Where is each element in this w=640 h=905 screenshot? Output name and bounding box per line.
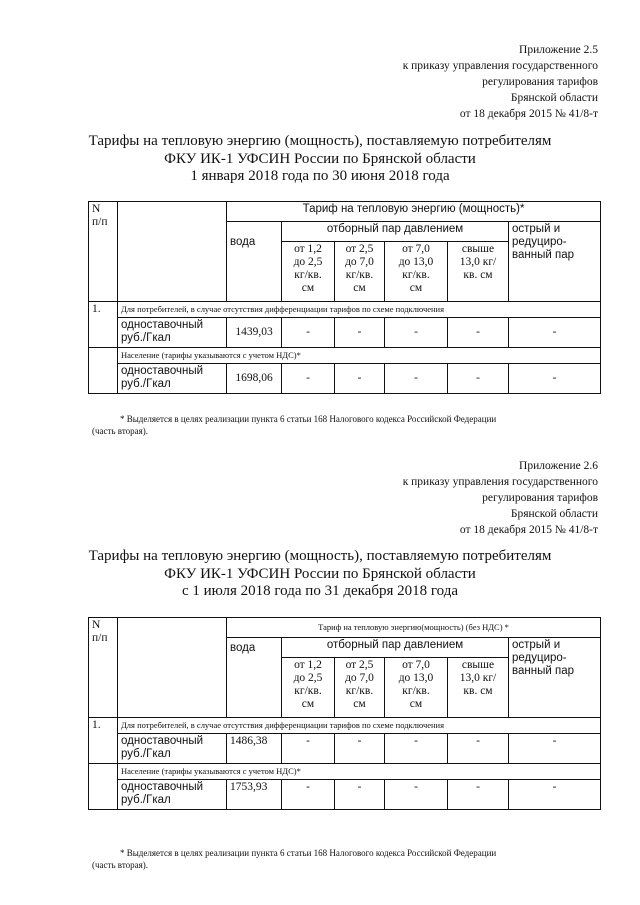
- footnote-text: (часть вторая).: [92, 426, 149, 436]
- col-header-steam-4: свыше 13,0 кг/ кв. см: [448, 658, 509, 718]
- tariff-dash: -: [335, 364, 385, 394]
- col-header-sharp-steam: острый и редуциро- ванный пар: [509, 638, 601, 718]
- section-label-population: Население (тарифы указываются с учетом НДС)*: [118, 348, 601, 364]
- appendix-regulation-line: регулирования тарифов: [482, 76, 598, 88]
- col-header-steam-2: от 2,5 до 7,0 кг/кв. см: [335, 658, 385, 718]
- col-header-number: N п/п: [89, 202, 118, 302]
- table-row: [89, 780, 601, 810]
- tariff-dash: -: [335, 318, 385, 348]
- title-line: Тарифы на тепловую энергию (мощность), поставляемую потребителям: [88, 548, 552, 564]
- col-header-water: вода: [227, 222, 282, 302]
- col-header-steam: отборный пар давлением: [282, 638, 509, 658]
- tariff-dash: -: [448, 364, 509, 394]
- row-number-blank: [89, 348, 118, 394]
- col-header-number: N п/п: [89, 618, 118, 718]
- tariff-table-2: [88, 617, 601, 810]
- section-label-population: Население (тарифы указываются с учетом НДС)*: [118, 764, 601, 780]
- table-row: [89, 364, 601, 394]
- tariff-dash: -: [385, 318, 448, 348]
- col-header-tariff: Тариф на тепловую энергию (мощность)*: [227, 202, 601, 222]
- appendix-regulation-line: регулирования тарифов: [482, 492, 598, 504]
- appendix-date-line: от 18 декабря 2015 № 41/8-т: [459, 108, 598, 120]
- rate-label: одноставочный руб./Гкал: [118, 780, 227, 810]
- col-header-steam-3: от 7,0 до 13,0 кг/кв. см: [385, 658, 448, 718]
- tariff-dash: -: [385, 780, 448, 810]
- col-header-steam-2: от 2,5 до 7,0 кг/кв. см: [335, 242, 385, 302]
- col-header-steam-4: свыше 13,0 кг/ кв. см: [448, 242, 509, 302]
- tariff-value: 1439,03: [227, 318, 282, 348]
- tariff-dash: -: [282, 364, 335, 394]
- appendix-block-1: [403, 42, 598, 122]
- tariff-dash: -: [335, 734, 385, 764]
- tariff-value: 1753,93: [227, 780, 282, 810]
- section-label-consumers: Для потребителей, в случае отсутствия дифференциации тарифов по схеме подключения: [118, 718, 601, 734]
- table-row: [89, 318, 601, 348]
- col-header-tariff: Тариф на тепловую энергию(мощность) (без НДС) *: [227, 618, 601, 638]
- appendix-date-line: от 18 декабря 2015 № 41/8-т: [459, 524, 598, 536]
- col-header-blank: [118, 618, 227, 718]
- footnote-text: * Выделяется в целях реализации пункта 6 статьи 168 Налогового кодекса Российской Федерации: [120, 414, 497, 424]
- rate-label: одноставочный руб./Гкал: [118, 364, 227, 394]
- col-header-blank: [118, 202, 227, 302]
- tariff-dash: -: [448, 734, 509, 764]
- tariff-dash: -: [282, 780, 335, 810]
- title-line: ФКУ ИК-1 УФСИН России по Брянской области: [164, 565, 476, 582]
- tariff-dash: -: [282, 318, 335, 348]
- appendix-block-2: [403, 458, 598, 538]
- appendix-number: Приложение 2.6: [519, 460, 598, 472]
- tariff-table-1: [88, 201, 601, 394]
- title-line: 1 января 2018 года по 30 июня 2018 года: [190, 168, 450, 184]
- col-header-steam: отборный пар давлением: [282, 222, 509, 242]
- col-header-steam-3: от 7,0 до 13,0 кг/кв. см: [385, 242, 448, 302]
- appendix-region-line: Брянской области: [510, 92, 598, 104]
- footnote-text: (часть вторая).: [92, 860, 149, 870]
- tariff-dash: -: [448, 780, 509, 810]
- tariff-dash: -: [509, 780, 601, 810]
- tariff-dash: -: [509, 318, 601, 348]
- appendix-order-line: к приказу управления государственного: [402, 476, 598, 488]
- row-number: 1.: [89, 718, 118, 764]
- footnote-text: * Выделяется в целях реализации пункта 6 статьи 168 Налогового кодекса Российской Федерации: [120, 848, 497, 858]
- footnote-1: [92, 413, 600, 437]
- title-line: Тарифы на тепловую энергию (мощность), поставляемую потребителям: [88, 133, 552, 149]
- row-number-blank: [89, 764, 118, 810]
- tariff-dash: -: [509, 734, 601, 764]
- appendix-region-line: Брянской области: [510, 508, 598, 520]
- footnote-2: [92, 847, 600, 871]
- rate-label: одноставочный руб./Гкал: [118, 318, 227, 348]
- rate-label: одноставочный руб./Гкал: [118, 734, 227, 764]
- tariff-dash: -: [282, 734, 335, 764]
- tariff-dash: -: [385, 364, 448, 394]
- table-row: [89, 734, 601, 764]
- col-header-steam-1: от 1,2 до 2,5 кг/кв. см: [282, 658, 335, 718]
- tariff-dash: -: [335, 780, 385, 810]
- tariff-title-2: [0, 548, 640, 601]
- tariff-dash: -: [509, 364, 601, 394]
- title-line: с 1 июля 2018 года по 31 декабря 2018 года: [182, 583, 458, 599]
- appendix-number: Приложение 2.5: [519, 44, 598, 56]
- row-number: 1.: [89, 302, 118, 348]
- col-header-water: вода: [227, 638, 282, 718]
- tariff-value: 1698,06: [227, 364, 282, 394]
- tariff-dash: -: [448, 318, 509, 348]
- col-header-steam-1: от 1,2 до 2,5 кг/кв. см: [282, 242, 335, 302]
- col-header-sharp-steam: острый и редуциро- ванный пар: [509, 222, 601, 302]
- tariff-title-1: [0, 133, 640, 186]
- appendix-order-line: к приказу управления государственного: [402, 60, 598, 72]
- tariff-value: 1486,38: [227, 734, 282, 764]
- section-label-consumers: Для потребителей, в случае отсутствия дифференциации тарифов по схеме подключения: [118, 302, 601, 318]
- tariff-dash: -: [385, 734, 448, 764]
- title-line: ФКУ ИК-1 УФСИН России по Брянской области: [164, 150, 476, 167]
